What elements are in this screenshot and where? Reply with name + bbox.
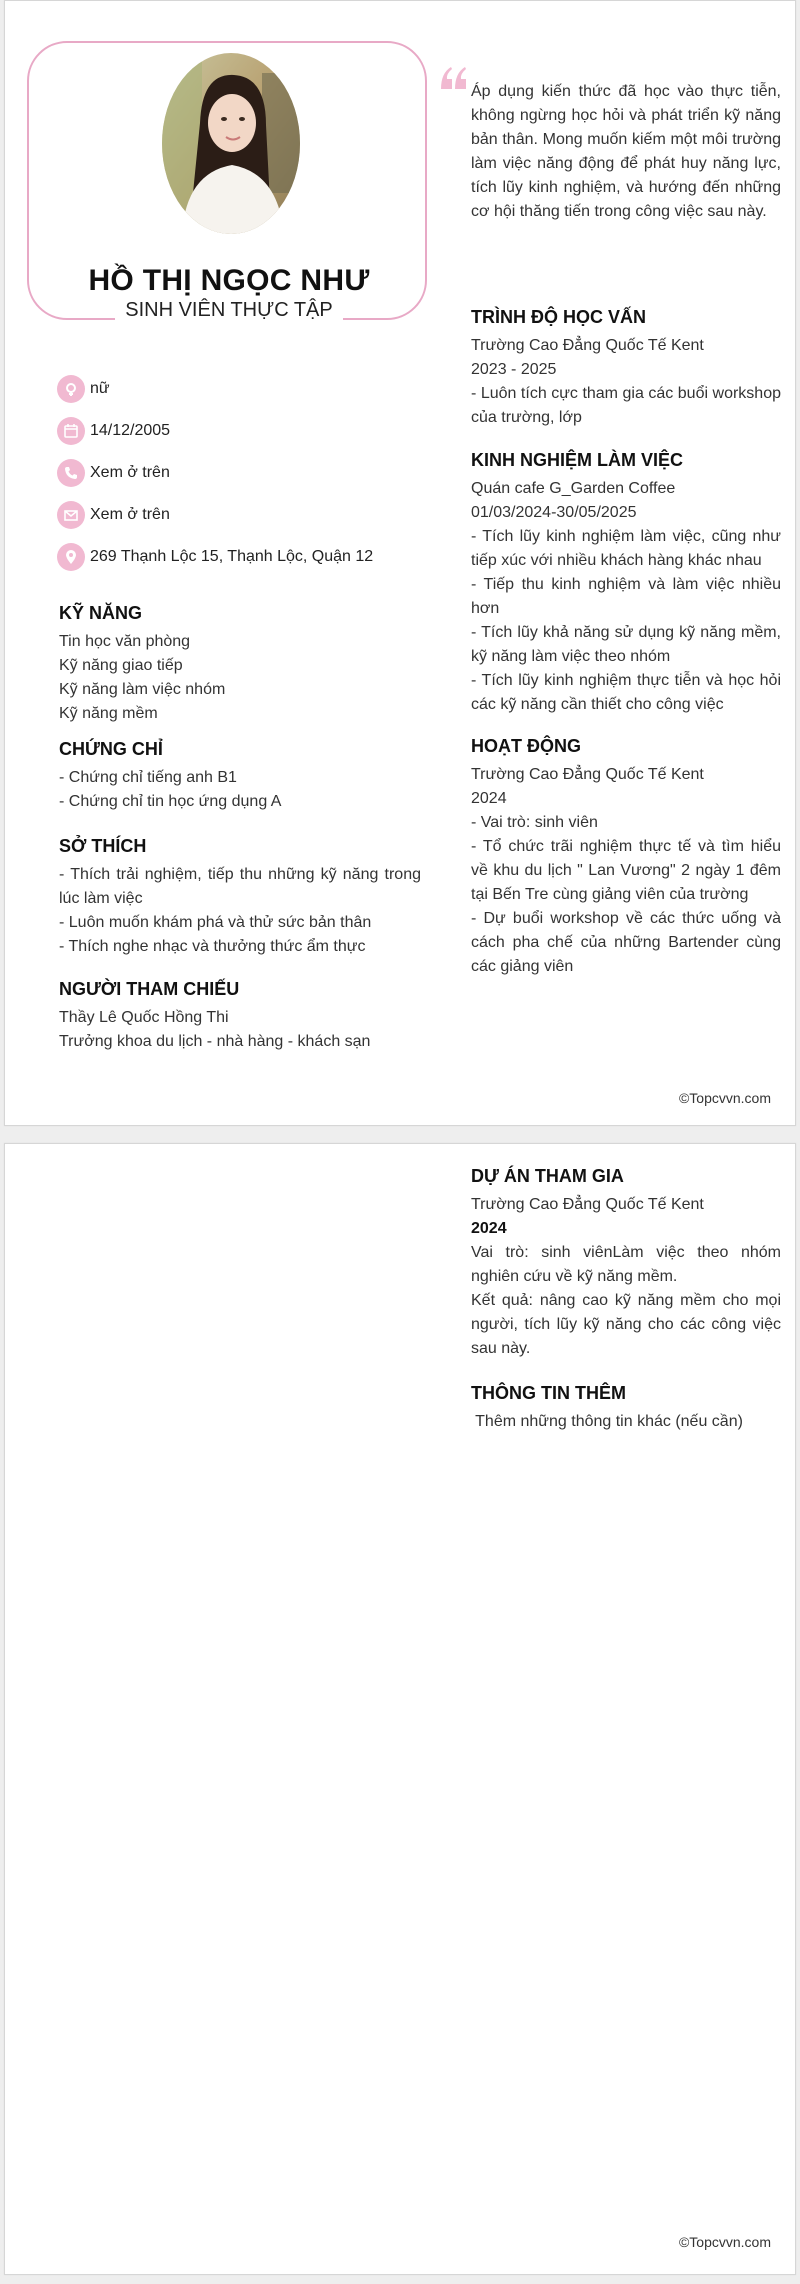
email-value: Xem ở trên	[90, 506, 170, 523]
address-value: 269 Thạnh Lộc 15, Thạnh Lộc, Quận 12	[90, 548, 374, 565]
career-objective: Áp dụng kiến thức đã học vào thực tiễn, không ngừng học hỏi và phát triển kỹ năng bản thân. Mong muốn kiếm một môi trường làm việc năng động để phát huy năng lực, tích lũy kinh nghiệm, và hướng đến những cơ hội thăng tiến trong công việc sau này.	[471, 83, 781, 220]
contact-email	[57, 500, 170, 530]
contact-address	[57, 542, 373, 572]
extra-info-section	[471, 1382, 781, 1434]
activities-heading: HOẠT ĐỘNG	[471, 736, 581, 756]
profile-card	[27, 41, 427, 320]
references-heading: NGƯỜI THAM CHIẾU	[59, 979, 240, 999]
hobby-item: - Thích trải nghiệm, tiếp thu những kỹ năng trong lúc làm việc	[59, 866, 421, 907]
avatar	[162, 53, 300, 234]
certificates-section	[59, 738, 421, 814]
education-detail: - Luôn tích cực tham gia các buổi workshop của trường, lớp	[471, 385, 781, 426]
calendar-icon	[57, 417, 85, 445]
project-year: 2024	[471, 1220, 507, 1237]
project-item: Kết quả: nâng cao kỹ năng mềm cho mọi người, tích lũy kỹ năng cho các công việc sau này.	[471, 1292, 781, 1357]
extra-info-heading: THÔNG TIN THÊM	[471, 1383, 626, 1403]
references-section	[59, 978, 421, 1054]
email-icon	[57, 501, 85, 529]
extra-info-text: Thêm những thông tin khác (nếu cần)	[471, 1413, 743, 1430]
project-item: Vai trò: sinh viênLàm việc theo nhóm nghiên cứu về kỹ năng mềm.	[471, 1244, 781, 1285]
activity-item: - Tổ chức trãi nghiệm thực tế và tìm hiểu về khu du lịch " Lan Vương" 2 ngày 1 đêm tại Bến Tre cùng giảng viên của trường	[471, 838, 781, 903]
experience-heading: KINH NGHIỆM LÀM VIỆC	[471, 450, 684, 470]
experience-item: - Tích lũy kinh nghiệm làm việc, cũng như tiếp xúc với nhiều khách hàng khác nhau	[471, 528, 781, 569]
contact-birthday	[57, 416, 170, 446]
activity-year: 2024	[471, 790, 507, 807]
projects-heading: DỰ ÁN THAM GIA	[471, 1166, 624, 1186]
hobby-item: - Luôn muốn khám phá và thử sức bản thân	[59, 914, 372, 931]
projects-section	[471, 1165, 781, 1361]
cv-page-1	[4, 0, 796, 1126]
location-pin-icon	[57, 543, 85, 571]
education-section	[471, 306, 781, 430]
project-org: Trường Cao Đẳng Quốc Tế Kent	[471, 1196, 704, 1213]
skill-item: Tin học văn phòng	[59, 633, 191, 650]
skill-item: Kỹ năng làm việc nhóm	[59, 681, 226, 698]
gender-icon	[57, 375, 85, 403]
activities-section	[471, 735, 781, 979]
skill-item: Kỹ năng giao tiếp	[59, 657, 183, 674]
contact-gender	[57, 374, 110, 404]
contact-phone	[57, 458, 170, 488]
quote-icon	[439, 65, 469, 96]
skills-section	[59, 602, 421, 726]
education-period: 2023 - 2025	[471, 361, 557, 378]
certificates-heading: CHỨNG CHỈ	[59, 739, 163, 759]
activity-item: - Dự buổi workshop về các thức uống và cách pha chế của những Bartender cùng các giảng viên	[471, 910, 781, 975]
birthday-value: 14/12/2005	[90, 422, 171, 439]
certificate-item: - Chứng chỉ tiếng anh B1	[59, 769, 237, 786]
activity-item: - Vai trò: sinh viên	[471, 814, 598, 831]
skill-item: Kỹ năng mềm	[59, 705, 158, 722]
reference-item: Thầy Lê Quốc Hồng Thi	[59, 1009, 229, 1026]
certificate-item: - Chứng chỉ tin học ứng dụng A	[59, 793, 282, 810]
hobbies-heading: SỞ THÍCH	[59, 836, 147, 856]
experience-item: - Tích lũy kinh nghiệm thực tiễn và học hỏi các kỹ năng cần thiết cho công việc	[471, 672, 781, 713]
reference-item: Trưởng khoa du lịch - nhà hàng - khách sạn	[59, 1033, 371, 1050]
phone-value: Xem ở trên	[90, 464, 170, 481]
experience-period: 01/03/2024-30/05/2025	[471, 504, 637, 521]
footer-copyright: ©Topcvvn.com	[678, 1090, 771, 1106]
experience-section	[471, 449, 781, 717]
job-title: SINH VIÊN THỰC TẬP	[115, 299, 343, 322]
experience-item: - Tích lũy khả năng sử dụng kỹ năng mềm, kỹ năng làm việc theo nhóm	[471, 624, 781, 665]
cv-page-2	[4, 1143, 796, 2275]
candidate-name: HỒ THỊ NGỌC NHƯ	[88, 264, 370, 297]
experience-company: Quán cafe G_Garden Coffee	[471, 480, 676, 497]
experience-item: - Tiếp thu kinh nghiệm và làm việc nhiều hơn	[471, 576, 781, 617]
skills-heading: KỸ NĂNG	[59, 603, 143, 623]
footer-copyright: ©Topcvvn.com	[678, 2234, 771, 2250]
hobbies-section	[59, 835, 421, 959]
education-heading: TRÌNH ĐỘ HỌC VẤN	[471, 307, 646, 327]
phone-icon	[57, 459, 85, 487]
hobby-item: - Thích nghe nhạc và thưởng thức ẩm thực	[59, 938, 366, 955]
education-school: Trường Cao Đẳng Quốc Tế Kent	[471, 337, 704, 354]
activity-org: Trường Cao Đẳng Quốc Tế Kent	[471, 766, 704, 783]
gender-value: nữ	[90, 380, 110, 397]
